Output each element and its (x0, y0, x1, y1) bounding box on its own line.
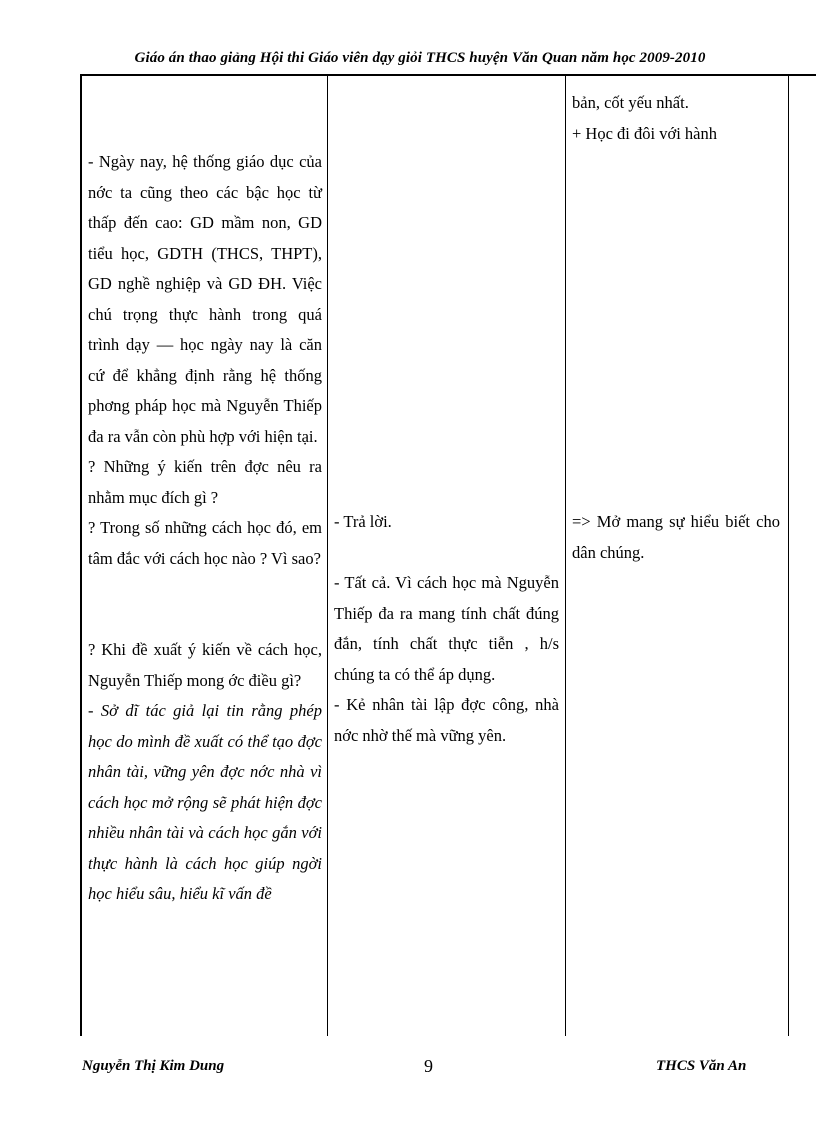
summary-line-practice: + Học đi đôi với hành (572, 123, 717, 143)
page-number: 9 (424, 1056, 433, 1076)
student-answer-talent: - Kẻ nhân tài lập đợc công, nhà nớc nhờ thế mà vững yên. (334, 695, 559, 745)
page-header: Giáo án thao giảng Hội thi Giáo viên dạy giỏi THCS huyện Văn Quan năm học 2009-2010 (134, 50, 706, 66)
table-divider-3 (788, 75, 789, 1036)
summary-line-basic: bản, cốt yếu nhất. (572, 93, 689, 112)
column-summary-conclusion (572, 507, 780, 568)
summary-conclusion: => Mở mang sự hiểu biết cho dân chúng. (572, 512, 780, 562)
column-teacher-content (88, 147, 322, 910)
header-rule (80, 74, 816, 76)
teacher-question-purpose: ? Những ý kiến trên đợc nêu ra nhằm mục đích gì ? (88, 457, 322, 507)
footer-author: Nguyễn Thị Kim Dung (82, 1058, 225, 1074)
student-answer-all: - Tất cả. Vì cách học mà Nguyễn Thiếp đa ra mang tính chất đúng đắn, tính chất thực tiễn , h/s chúng ta có thể áp dụng. (334, 573, 559, 684)
footer-school: THCS Văn An (656, 1058, 747, 1074)
teacher-paragraph: - Ngày nay, hệ thống giáo dục của nớc ta cũng theo các bậc học từ thấp đến cao: GD mầm non, GD tiểu học, GDTH (THCS, THPT), GD nghề nghiệp và GD ĐH. Việc chú trọng thực hành trong quá trình dạy — học ngày nay là căn cứ để khẳng định rằng hệ thống phơng pháp học mà Nguyễn Thiếp đa ra vẫn còn phù hợp với hiện tại. (88, 152, 322, 446)
student-answer-reply: - Trả lời. (334, 512, 392, 531)
table-divider-1 (327, 75, 328, 1036)
teacher-italic-note: - Sở dĩ tác giả lại tin rằng phép học do mình đề xuất có thể tạo đợc nhân tài, vững yên đợc nớc nhà vì cách học mở rộng sẽ phát hiện đợc nhiều nhân tài và cách học gắn với thực hành là cách học giúp ngời học hiểu sâu, hiểu kĩ vấn đề (88, 701, 322, 903)
table-border-left (80, 75, 82, 1036)
column-summary-top (572, 88, 780, 149)
teacher-question-wish: ? Khi đề xuất ý kiến về cách học, Nguyễn Thiếp mong ớc điều gì? (88, 640, 322, 690)
teacher-question-favorite: ? Trong số những cách học đó, em tâm đắc với cách học nào ? Vì sao? (88, 518, 322, 568)
table-divider-2 (565, 75, 566, 1036)
column-student-content (334, 507, 559, 751)
